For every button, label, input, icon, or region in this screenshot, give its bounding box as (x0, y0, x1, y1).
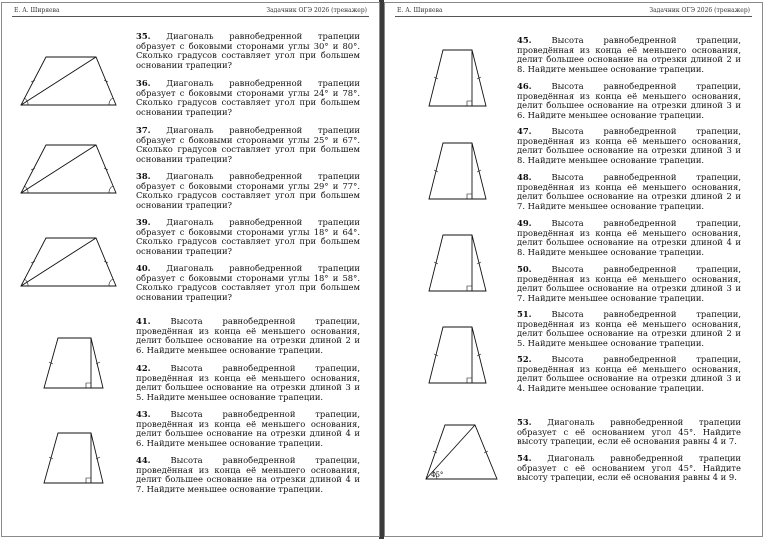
figure-trapezoid-45 (421, 421, 501, 483)
problem-36: 36. Диагональ равнобедренной трапеции образует с боковыми сторонами углы 24° и 78°. Сколько градусов составляет угол при большем основании трапеции? (136, 78, 361, 117)
problem-40: 40. Диагональ равнобедренной трапеции образует с боковыми сторонами углы 18° и 58°. Сколько градусов составляет угол при большем основании трапеции? (136, 263, 361, 302)
figure-trapezoid-diagonal (16, 143, 126, 199)
problem-42: 42. Высота равнобедренной трапеции, проведённая из конца её меньшего основания, делит большее основание на отрезки длиной 3 и 5. Найдите меньшее основание трапеции. (136, 363, 360, 402)
problem-53: 53. Диагональ равнобедренной трапеции образует с её основанием угол 45°. Найдите высоту трапеции, если её основания равны 4 и 7. (517, 417, 742, 447)
figure-trapezoid-height (423, 48, 493, 110)
problem-44: 44. Высота равнобедренной трапеции, проведённая из конца её меньшего основания, делит большее основание на отрезки длиной 4 и 7. Найдите меньшее основание трапеции. (136, 455, 360, 494)
header-rule (395, 16, 752, 17)
problem-47: 47. Высота равнобедренной трапеции, проведённая из конца её меньшего основания, делит большее основание на отрезки длиной 3 и 8. Найдите меньшее основание трапеции. (517, 126, 741, 165)
problem-43: 43. Высота равнобедренной трапеции, проведённая из конца её меньшего основания, делит большее основание на отрезки длиной 4 и 6. Найдите меньшее основание трапеции. (136, 409, 360, 448)
problem-54: 54. Диагональ равнобедренной трапеции образует с её основанием угол 45°. Найдите высоту трапеции, если её основания равны 4 и 9. (517, 453, 742, 483)
figure-trapezoid-height (38, 336, 108, 392)
problem-48: 48. Высота равнобедренной трапеции, проведённая из конца её меньшего основания, делит большее основание на отрезки длиной 2 и 7. Найдите меньшее основание трапеции. (517, 172, 741, 211)
header-title: Задачник ОГЭ 2026 (тренажер) (649, 7, 750, 14)
figure-trapezoid-height (423, 141, 493, 203)
problem-51: 51. Высота равнобедренной трапеции, проведённая из конца её меньшего основания, делит большее основание на отрезки длиной 2 и 5. Найдите меньшее основание трапеции. (517, 309, 741, 348)
header-rule (12, 16, 369, 17)
problem-46: 46. Высота равнобедренной трапеции, проведённая из конца её меньшего основания, делит большее основание на отрезки длиной 3 и 6. Найдите меньшее основание трапеции. (517, 81, 741, 120)
problem-35: 35. Диагональ равнобедренной трапеции образует с боковыми сторонами углы 30° и 80°. Сколько градусов составляет угол при большем основании трапеции? (136, 31, 361, 70)
problem-39: 39. Диагональ равнобедренной трапеции образует с боковыми сторонами углы 18° и 64°. Сколько градусов составляет угол при большем основании трапеции? (136, 217, 361, 256)
problem-37: 37. Диагональ равнобедренной трапеции образует с боковыми сторонами углы 25° и 67°. Сколько градусов составляет угол при большем основании трапеции? (136, 125, 361, 164)
problem-38: 38. Диагональ равнобедренной трапеции образует с боковыми сторонами углы 29° и 77°. Сколько градусов составляет угол при большем основании трапеции? (136, 171, 361, 210)
angle-label: 45° (431, 471, 444, 479)
header-title: Задачник ОГЭ 2026 (тренажер) (266, 7, 367, 14)
figure-trapezoid-diagonal (16, 55, 126, 111)
header-author: Е. А. Ширяева (14, 7, 60, 14)
problem-52: 52. Высота равнобедренной трапеции, проведённая из конца её меньшего основания, делит большее основание на отрезки длиной 3 и 4. Найдите меньшее основание трапеции. (517, 354, 741, 393)
figure-trapezoid-height (423, 233, 493, 295)
header-author: Е. А. Ширяева (397, 7, 443, 14)
problem-49: 49. Высота равнобедренной трапеции, проведённая из конца её меньшего основания, делит большее основание на отрезки длиной 4 и 8. Найдите меньшее основание трапеции. (517, 218, 741, 257)
problem-50: 50. Высота равнобедренной трапеции, проведённая из конца её меньшего основания, делит большее основание на отрезки длиной 3 и 7. Найдите меньшее основание трапеции. (517, 264, 741, 303)
figure-trapezoid-height (38, 431, 108, 487)
page-left (1, 2, 380, 537)
figure-trapezoid-diagonal (16, 236, 126, 292)
problem-45: 45. Высота равнобедренной трапеции, проведённая из конца её меньшего основания, делит большее основание на отрезки длиной 2 и 8. Найдите меньшее основание трапеции. (517, 35, 741, 74)
figure-trapezoid-height (423, 325, 493, 387)
page-right (384, 2, 763, 537)
problem-41: 41. Высота равнобедренной трапеции, проведённая из конца её меньшего основания, делит большее основание на отрезки длиной 2 и 6. Найдите меньшее основание трапеции. (136, 316, 360, 355)
